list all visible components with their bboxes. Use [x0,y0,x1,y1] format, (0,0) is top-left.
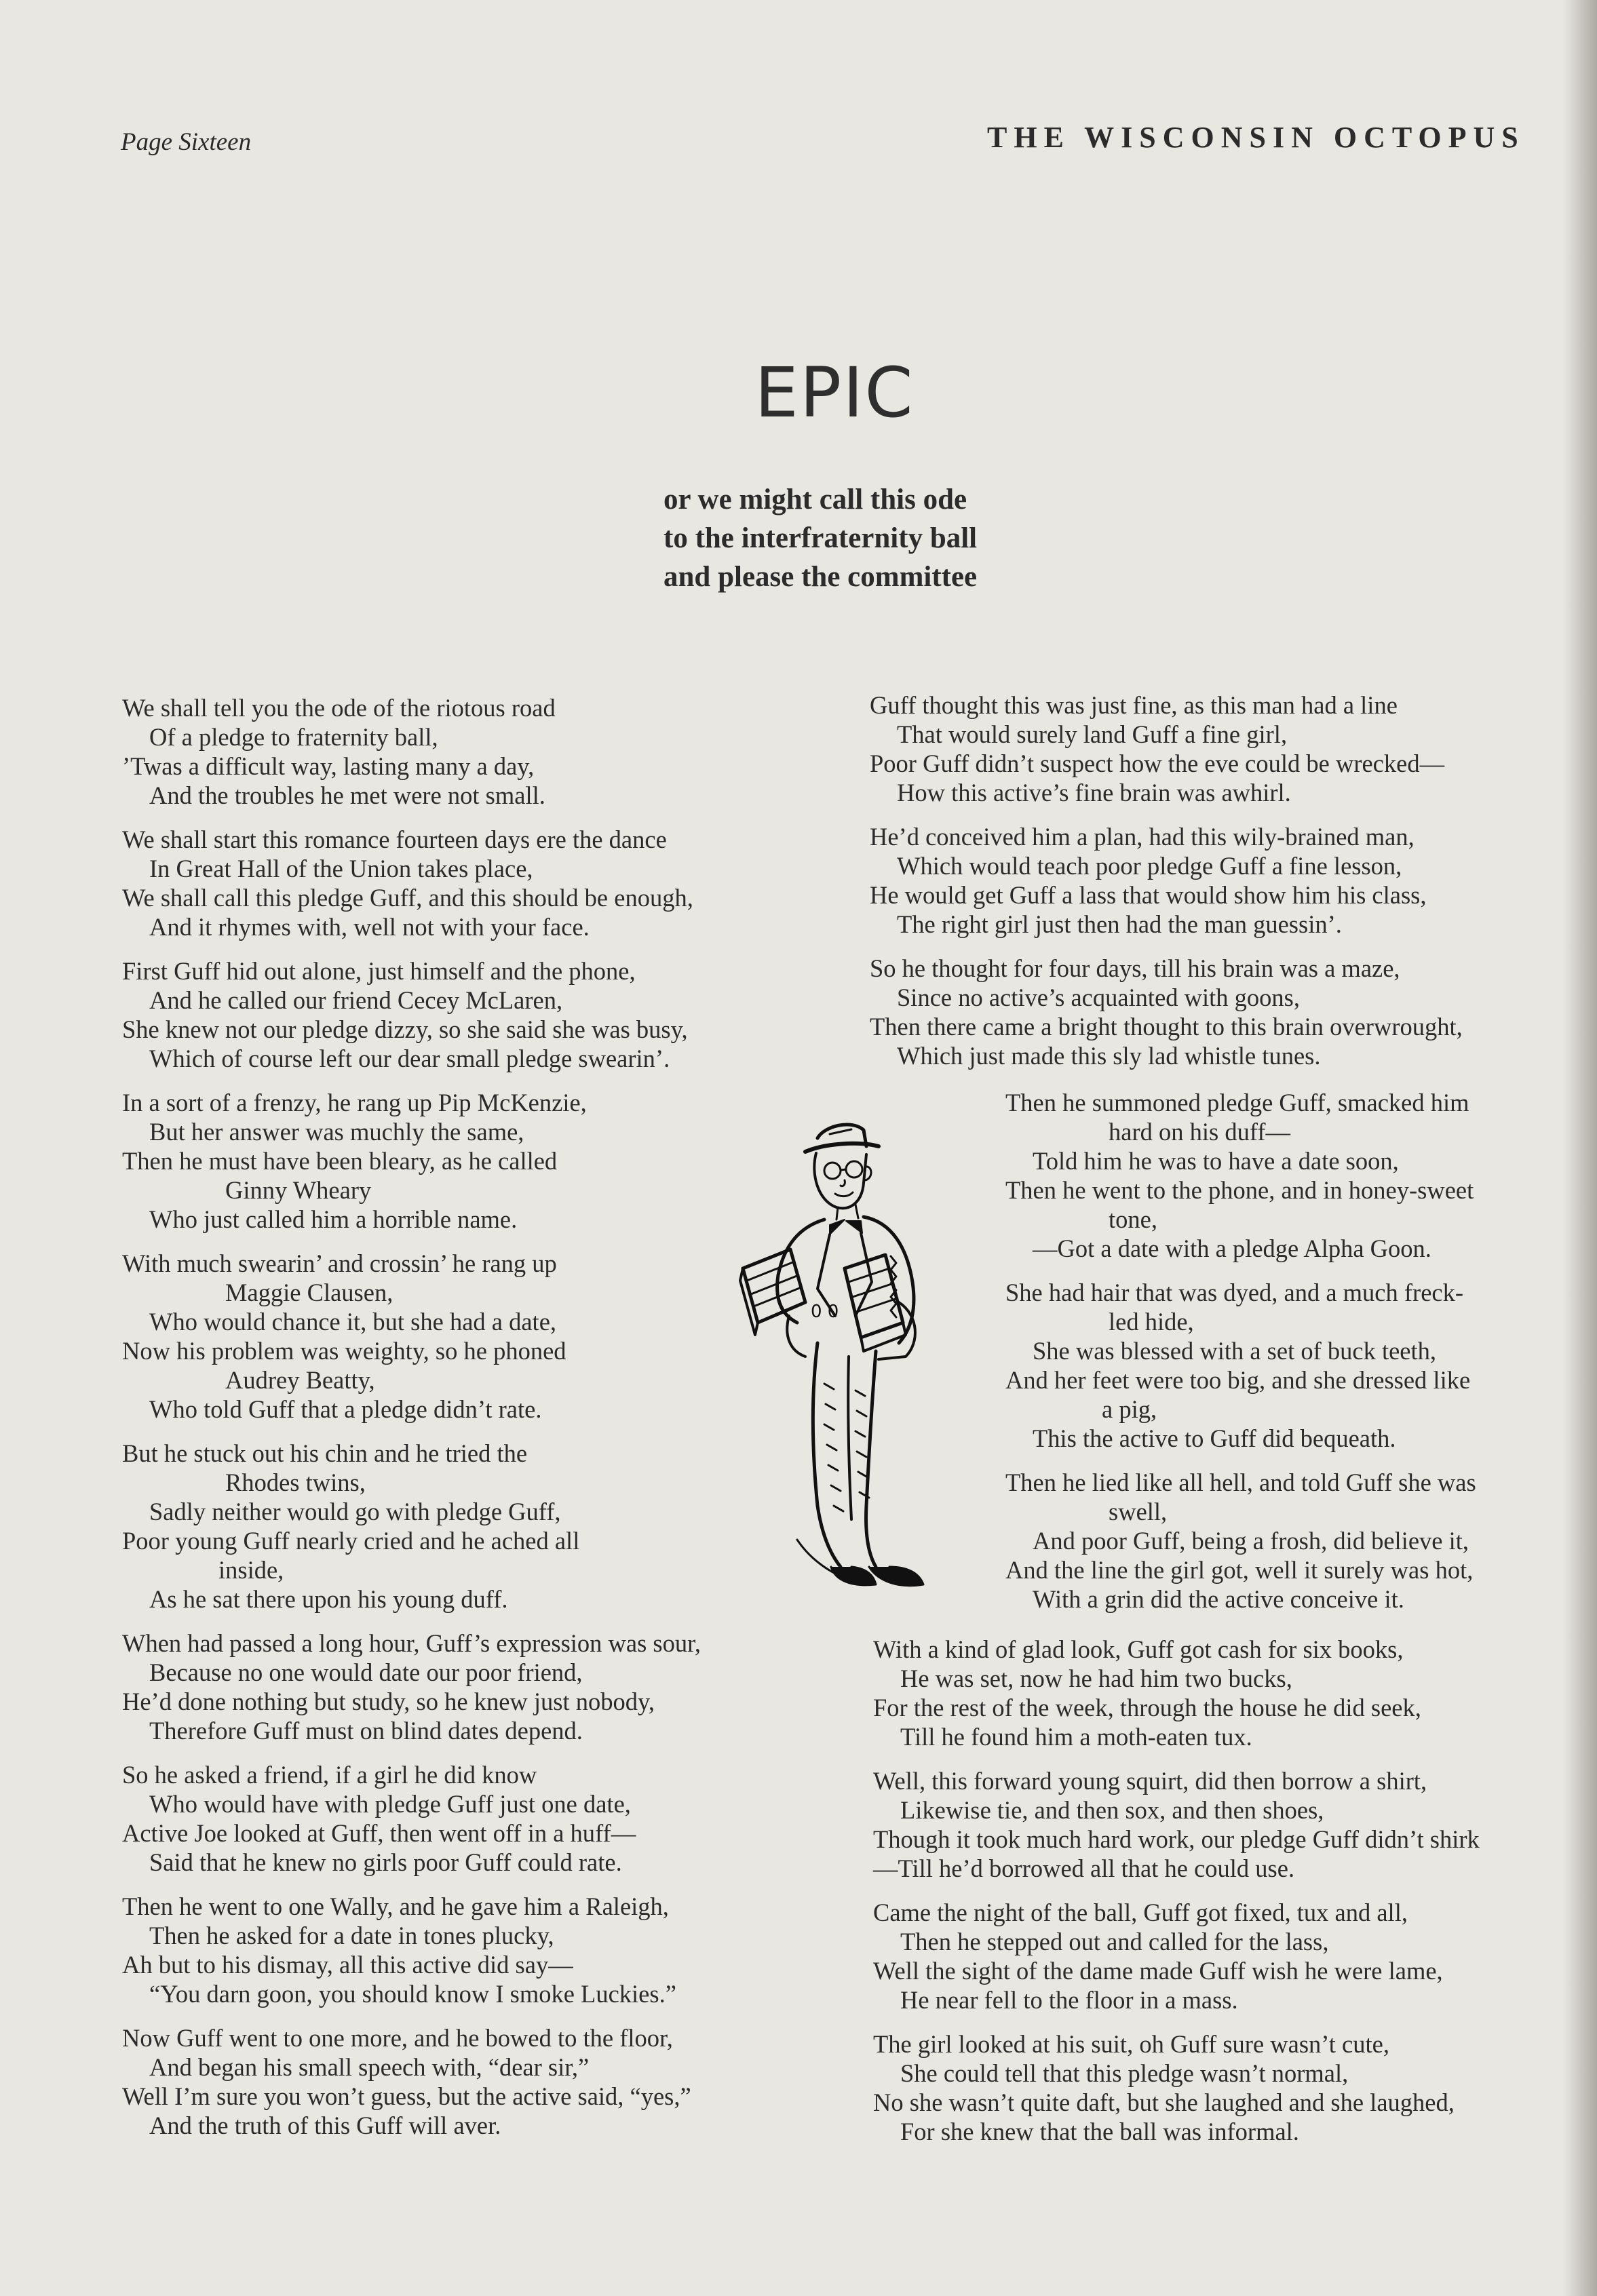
verse-line: Who would have with pledge Guff just one date, [149,1790,631,1818]
verse-line: That would surely land Guff a fine girl, [897,720,1288,748]
verse-line: But her answer was muchly the same, [149,1118,524,1146]
verse-line: With much swearin’ and crossin’ he rang up [122,1249,557,1277]
poem-subtitle [663,480,977,596]
stanza [873,1898,1565,2015]
verse-line: In Great Hall of the Union takes place, [149,855,533,882]
stanza [873,1635,1565,1751]
verse-line: But he stuck out his chin and he tried the [122,1439,528,1467]
stanza [873,1766,1565,1883]
verse-line: And the truth of this Guff will aver. [149,2112,501,2139]
verse-line: Rhodes twins, [225,1468,366,1496]
verse-line: Then he asked for a date in tones plucky, [149,1922,554,1949]
verse-line: She knew not our pledge dizzy, so she said she was busy, [122,1015,688,1043]
stanza [122,956,821,1073]
verse-line: Poor Guff didn’t suspect how the eve could be wrecked— [870,750,1445,777]
verse-line: First Guff hid out alone, just himself and the phone, [122,957,636,985]
verse-line: Maggie Clausen, [225,1279,393,1306]
stanza [122,1892,821,2008]
pledge-caricature-illustration [716,1099,974,1608]
verse-line: He was set, now he had him two bucks, [900,1665,1292,1692]
poem-right-column-top [870,690,1562,1085]
verse-line: The right girl just then had the man guessin’. [897,910,1342,938]
verse-line: And her feet were too big, and she dressed like [1005,1366,1471,1394]
verse-line: Which would teach poor pledge Guff a fine lesson, [897,852,1402,880]
verse-line: Then he went to one Wally, and he gave him a Raleigh, [122,1892,669,1920]
verse-line: Then there came a bright thought to this brain overwrought, [870,1013,1463,1040]
verse-line: Told him he was to have a date soon, [1033,1147,1399,1175]
verse-line: How this active’s fine brain was awhirl. [897,779,1291,806]
verse-line: With a kind of glad look, Guff got cash for six books, [873,1635,1404,1663]
verse-line: We shall call this pledge Guff, and this should be enough, [122,884,693,912]
stanza [1005,1088,1548,1263]
verse-line: The girl looked at his suit, oh Guff sure wasn’t cute, [873,2030,1389,2058]
page-number-label: Page Sixteen [121,128,252,156]
verse-line: And poor Guff, being a frosh, did believe it, [1033,1527,1469,1555]
verse-line: Guff thought this was just fine, as this man had a line [870,691,1398,719]
verse-line: Till he found him a moth-eaten tux. [900,1723,1252,1751]
verse-line: Now Guff went to one more, and he bowed to the floor, [122,2024,673,2052]
verse-line: Ginny Wheary [225,1176,372,1204]
verse-line: Since no active’s acquainted with goons, [897,984,1300,1011]
verse-line: He’d conceived him a plan, had this wily-brained man, [870,823,1415,851]
verse-line: Poor young Guff nearly cried and he ached all [122,1527,580,1555]
verse-line: Came the night of the ball, Guff got fixed, tux and all, [873,1899,1408,1926]
stanza [873,2029,1565,2146]
verse-line: As he sat there upon his young duff. [149,1585,508,1613]
stanza [122,825,821,941]
verse-line: Active Joe looked at Guff, then went off in a huff— [122,1819,636,1847]
stanza [1005,1278,1548,1453]
verse-line: And it rhymes with, well not with your face. [149,913,590,941]
verse-line: No she wasn’t quite daft, but she laughed and she laughed, [873,2088,1455,2116]
verse-line: —Got a date with a pledge Alpha Goon. [1033,1234,1431,1262]
verse-line: Then he must have been bleary, as he called [122,1147,558,1175]
verse-line: Well I’m sure you won’t guess, but the active said, “yes,” [122,2082,691,2110]
verse-line: And the line the girl got, well it surely was hot, [1005,1556,1474,1584]
stanza [122,2023,821,2140]
verse-line: With a grin did the active conceive it. [1033,1585,1404,1613]
verse-line: Well the sight of the dame made Guff wish he were lame, [873,1957,1443,1985]
verse-line: Well, this forward young squirt, did then borrow a shirt, [873,1767,1427,1795]
verse-line: Audrey Beatty, [225,1366,375,1394]
verse-line: Then he lied like all hell, and told Guff she was [1005,1468,1476,1496]
verse-line: a pig, [1102,1395,1157,1423]
verse-line: Then he stepped out and called for the lass, [900,1928,1329,1956]
verse-line: Who told Guff that a pledge didn’t rate. [149,1395,542,1423]
verse-line: We shall tell you the ode of the riotous road [122,694,556,722]
verse-line: She could tell that this pledge wasn’t normal, [900,2059,1349,2087]
verse-line: Then he went to the phone, and in honey-sweet [1005,1176,1474,1204]
verse-line: ’Twas a difficult way, lasting many a day, [122,752,535,780]
verse-line: Sadly neither would go with pledge Guff, [149,1498,561,1525]
verse-line: inside, [218,1556,284,1584]
verse-line: Who would chance it, but she had a date, [149,1308,557,1336]
verse-line: Who just called him a horrible name. [149,1205,518,1233]
verse-line: Which just made this sly lad whistle tunes. [897,1042,1321,1070]
verse-line: swell, [1109,1498,1168,1525]
stanza [122,693,821,810]
verse-line: Though it took much hard work, our pledge Guff didn’t shirk [873,1825,1480,1853]
verse-line: And began his small speech with, “dear sir,” [149,2053,590,2081]
verse-line: Of a pledge to fraternity ball, [149,723,438,751]
verse-line: And he called our friend Cecey McLaren, [149,986,563,1014]
verse-line: Likewise tie, and then sox, and then shoes, [900,1796,1324,1824]
verse-line: Because no one would date our poor friend, [149,1658,583,1686]
verse-line: So he thought for four days, till his brain was a maze, [870,954,1400,982]
verse-line: hard on his duff— [1109,1118,1290,1146]
verse-line: For she knew that the ball was informal. [900,2118,1299,2145]
magazine-masthead: THE WISCONSIN OCTOPUS [987,121,1525,154]
verse-line: Ah but to his dismay, all this active did say— [122,1951,573,1979]
stanza [122,1760,821,1877]
verse-line: When had passed a long hour, Guff’s expression was sour, [122,1629,701,1657]
verse-line: “You darn goon, you should know I smoke Luckies.” [149,1980,676,2008]
verse-line: She had hair that was dyed, and a much freck- [1005,1279,1464,1306]
verse-line: tone, [1109,1205,1157,1233]
verse-line: Then he summoned pledge Guff, smacked him [1005,1089,1469,1116]
poem-right-column-middle [1005,1088,1548,1629]
verse-line: And the troubles he met were not small. [149,781,545,809]
subtitle-line: and please the committee [663,561,978,593]
verse-line: led hide, [1109,1308,1194,1336]
poem-title: EPIC [754,353,915,433]
verse-line: He’d done nothing but study, so he knew just nobody, [122,1688,655,1715]
verse-line: —Till he’d borrowed all that he could use. [873,1854,1295,1882]
subtitle-line: to the interfraternity ball [663,522,978,554]
verse-line: Said that he knew no girls poor Guff could rate. [149,1848,622,1876]
verse-line: Therefore Guff must on blind dates depend. [149,1717,583,1745]
subtitle-line: or we might call this ode [663,484,967,515]
verse-line: Now his problem was weighty, so he phoned [122,1337,566,1365]
stanza [1005,1468,1548,1614]
verse-line: So he asked a friend, if a girl he did know [122,1761,537,1789]
verse-line: Which of course left our dear small pledge swearin’. [149,1045,670,1072]
svg-text:0 0: 0 0 [811,1302,839,1322]
verse-line: For the rest of the week, through the house he did seek, [873,1694,1421,1721]
verse-line: He near fell to the floor in a mass. [900,1986,1238,2014]
verse-line: He would get Guff a lass that would show him his class, [870,881,1427,909]
verse-line: This the active to Guff did bequeath. [1033,1424,1396,1452]
verse-line: We shall start this romance fourteen days ere the dance [122,825,667,853]
verse-line: In a sort of a frenzy, he rang up Pip McKenzie, [122,1089,587,1116]
stanza [870,954,1562,1070]
stanza [870,822,1562,939]
verse-line: She was blessed with a set of buck teeth, [1033,1337,1437,1365]
page-edge-shadow [1563,0,1597,2296]
stanza [870,690,1562,807]
poem-right-column-bottom [873,1635,1565,2161]
stanza [122,1629,821,1745]
